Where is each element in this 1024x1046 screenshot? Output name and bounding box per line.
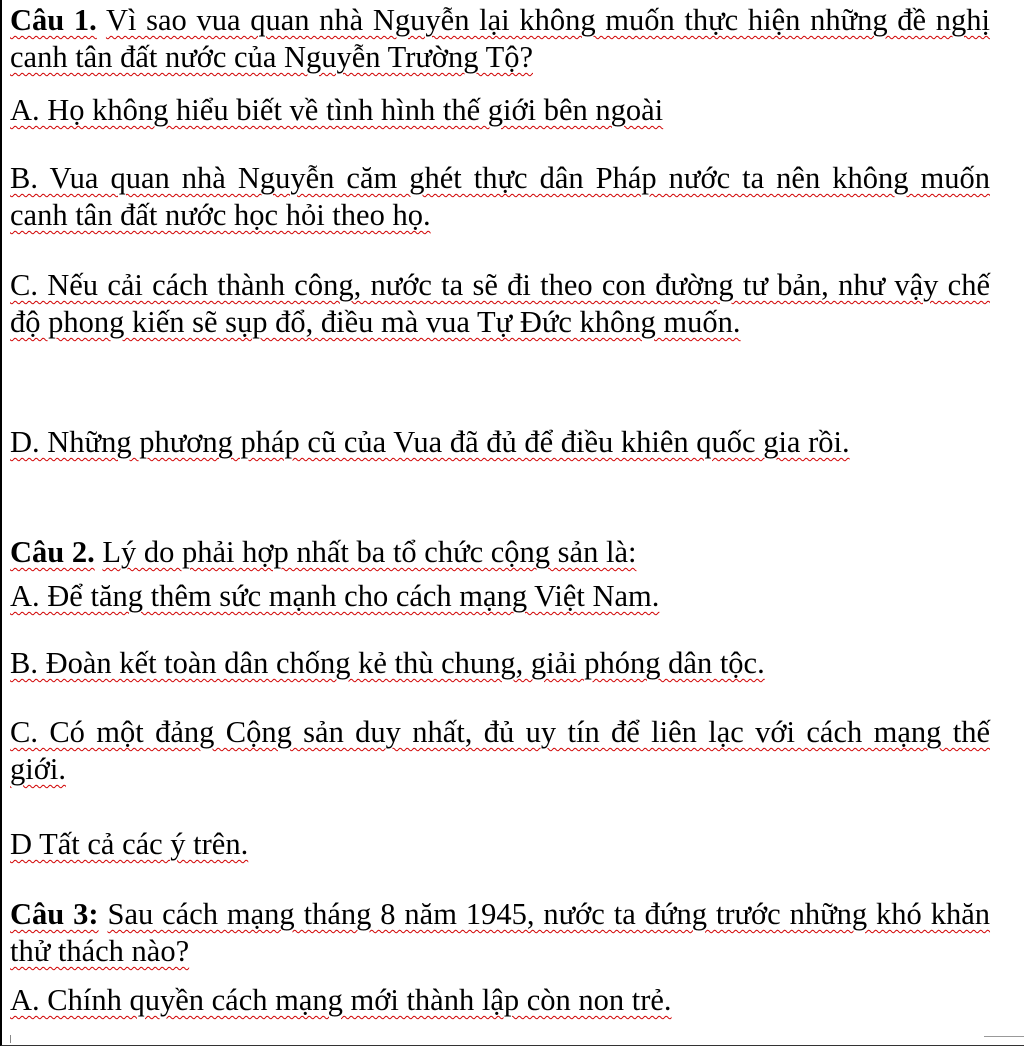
question-1-option-d-text: D. Những phương pháp cũ của Vua đã đủ để điều khiên quốc gia rồi. [10, 425, 850, 459]
question-1-option-a-text: A. Họ không hiểu biết về tình hình thế giới bên ngoài [10, 93, 664, 127]
question-1-text: Vì sao vua quan nhà Nguyễn lại không muốn thực hiện những đề nghị canh tân đất nước của Nguyễn Trường Tộ? [10, 3, 990, 74]
question-1-label: Câu 1. [10, 3, 97, 37]
corner-mark-left [10, 1035, 21, 1043]
question-1-option-c-text: C. Nếu cải cách thành công, nước ta sẽ đi theo con đường tư bản, như vậy chế độ phong kiến sẽ sụp đổ, điều mà vua Tự Đức không muốn. [10, 268, 990, 339]
question-2-option-d [10, 826, 990, 863]
question-2-option-a-text: A. Để tăng thêm sức mạnh cho cách mạng Việt Nam. [10, 579, 660, 613]
question-3 [10, 896, 990, 970]
question-3-text: Sau cách mạng tháng 8 năm 1945, nước ta đứng trước những khó khăn thử thách nào? [10, 897, 991, 968]
question-2-option-c [10, 714, 990, 788]
corner-mark-right [984, 1036, 1024, 1037]
question-1 [10, 2, 990, 76]
question-2 [10, 534, 990, 571]
question-2-option-b-text: B. Đoàn kết toàn dân chống kẻ thù chung, giải phóng dân tộc. [10, 646, 765, 680]
question-2-option-c-text: C. Có một đảng Cộng sản duy nhất, đủ uy tín để liên lạc với cách mạng thế giới. [10, 715, 990, 786]
question-1-option-b [10, 160, 990, 234]
question-2-option-a [10, 578, 990, 615]
question-1-option-c [10, 267, 990, 341]
page-bottom-marks [8, 1033, 1024, 1043]
question-1-option-d [10, 424, 990, 461]
question-1-option-b-text: B. Vua quan nhà Nguyễn căm ghét thực dân Pháp nước ta nên không muốn canh tân đất nước học hỏi theo họ. [10, 161, 990, 232]
question-3-label: Câu 3: [10, 897, 99, 931]
question-3-option-a [10, 982, 990, 1019]
question-2-text: Lý do phải hợp nhất ba tổ chức cộng sản là: [102, 535, 637, 569]
question-1-option-a [10, 92, 990, 129]
question-2-option-d-text: D Tất cả các ý trên. [10, 827, 249, 861]
question-2-label: Câu 2. [10, 535, 95, 569]
question-2-option-b [10, 645, 990, 682]
question-3-option-a-text: A. Chính quyền cách mạng mới thành lập còn non trẻ. [10, 983, 672, 1017]
